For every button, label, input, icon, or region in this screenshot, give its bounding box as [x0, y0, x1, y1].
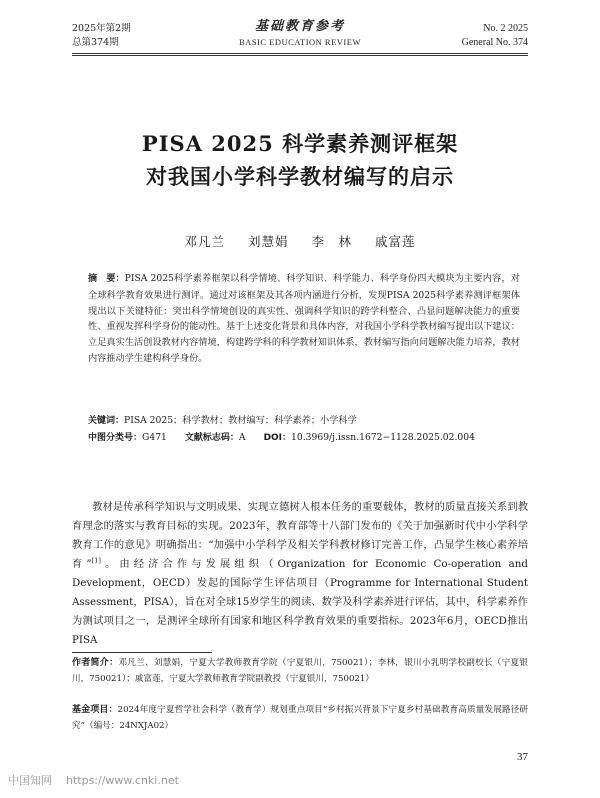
journal-title-cn: 基础教育参考 [254, 19, 345, 34]
author-name: 李 林 [311, 234, 352, 249]
cnki-url[interactable]: https://www.cnki.net [66, 774, 179, 787]
keywords-text: PISA 2025；科学教材；教材编写；科学素养；小学科学 [124, 415, 357, 426]
fund-footnote [72, 703, 528, 734]
doc-code-value: A [238, 432, 246, 443]
fund-label: 基金项目： [72, 705, 118, 715]
author-bio-label: 作者简介： [72, 658, 119, 668]
header-rule [72, 53, 528, 54]
general-number-en: General No. 374 [461, 37, 528, 48]
issue-number-en: No. 2 2025 [483, 23, 528, 34]
reference-marker: [1] [91, 556, 101, 565]
abstract [88, 271, 520, 367]
clc-value: G471 [142, 432, 167, 443]
author-list [0, 232, 600, 250]
article-title-line-1: PISA 2025 科学素养测评框架 [141, 131, 459, 156]
issue-info-en [462, 22, 528, 50]
body-text-part-1: 教材是传承科学知识与文明成果、实现立德树人根本任务的重要载体，教材的质量直接关系到教育理念的落实与教育目标的实现。2023年，教育部等十八部门发布的《关于加强新时代中小学科学教育工作的意见》明确指出：“加强中小学科学及相关学科教材修订完善工作，凸显学生核心素养培育” [72, 501, 528, 570]
author-name: 刘慧娟 [247, 234, 289, 249]
abstract-label: 摘 要： [88, 274, 125, 284]
classification-line [88, 430, 528, 446]
header-rule-thin [72, 55, 528, 56]
author-bio-text: 邓凡兰、刘慧娟，宁夏大学教师教育学院（宁夏银川，750021）；李林，银川小乳明学校副校长（宁夏银川，750021）；戚富莲，宁夏大学教师教育学院副教授（宁夏银川，750021） [72, 658, 528, 684]
author-name: 戚富莲 [374, 234, 416, 249]
keywords-label: 关键词： [88, 416, 125, 426]
body-text-part-2: 。由经济合作与发展组织（Organization for Economic Co-operation and Development，OECD）发起的国际学生评估项目（Programme for International Student Assessment，PISA），旨在对全球15岁学生的阅读、数学及科学素养进行评估，其中，科学素养作为测试项目之一，是测评全球所有国家和地区科学教育效果的重要指标。2023年6月，OECD推出PISA [72, 558, 529, 646]
abstract-text: PISA 2025科学素养框架以科学情境、科学知识、科学能力、科学身份四大模块为主要内容，对全球科学教育效果进行测评。通过对该框架及其各项内涵进行分析，发现PISA 2025科学素养测评框架体现出以下关键特征：突出科学情境创设的真实性、强调科学知识的跨学科整合、凸显问题解决能力的重要性、重视发挥科学身份的能动性。基于上述变化背景和具体内容，对我国小学科学教材编写提出以下建议：立足真实生活创设教材内容情境，构建跨学科的科学教材知识体系，教材编写指向问题解决能力培养，教材内容推动学生建构科学身份。 [88, 273, 520, 364]
author-bio-footnote [72, 656, 528, 687]
author-name: 邓凡兰 [184, 234, 225, 249]
article-title-line-2: 对我国小学科学教材编写的启示 [146, 164, 454, 189]
issue-general-number: 总第374期 [72, 37, 119, 48]
keywords [88, 413, 520, 429]
body-paragraph [72, 498, 528, 650]
cnki-brand: 中国知网 [8, 774, 52, 787]
issue-year-number: 2025年第2期 [72, 23, 131, 34]
doi-label: DOI： [263, 433, 292, 443]
fund-text: 2024年度宁夏哲学社会科学（教育学）规划重点项目“乡村振兴背景下宁夏乡村基础教育高质量发展路径研究”（编号：24NXJA02） [72, 705, 528, 731]
doc-code-label: 文献标志码： [184, 433, 239, 443]
page-number: 37 [517, 751, 528, 763]
doi-value: 10.3969/j.issn.1672−1128.2025.02.004 [291, 432, 475, 443]
cnki-watermark [8, 772, 193, 788]
journal-title-en: BASIC EDUCATION REVIEW [239, 37, 361, 47]
footnote-rule [72, 652, 212, 653]
clc-label: 中图分类号： [88, 433, 143, 443]
